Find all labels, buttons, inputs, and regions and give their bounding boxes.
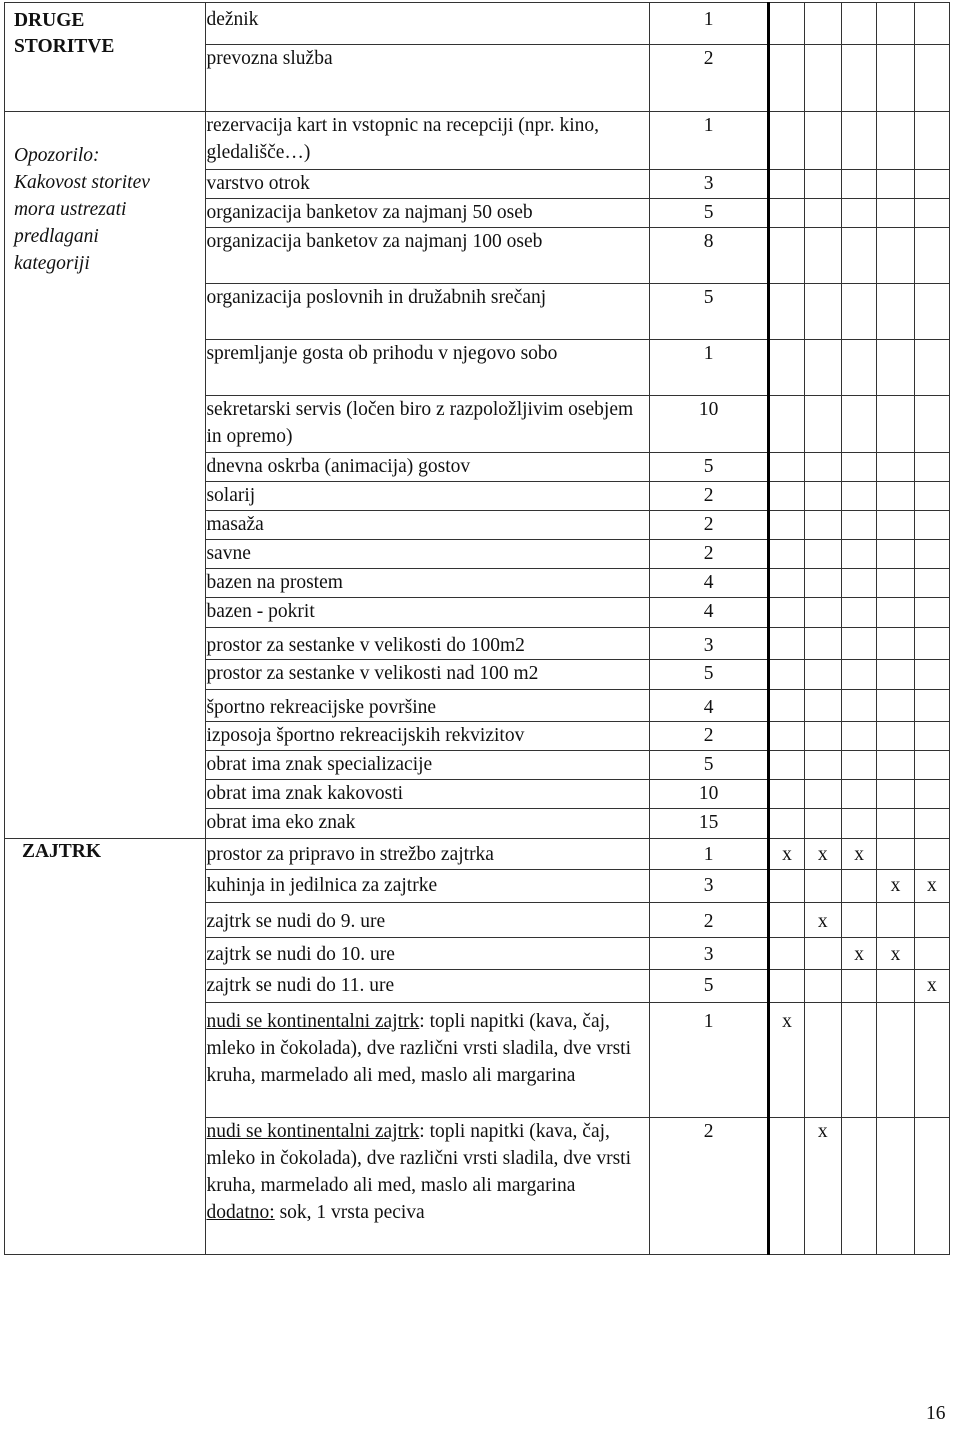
item-description: obrat ima znak kakovosti [206,780,649,809]
item-points: 8 [649,228,768,284]
category-mark [841,1118,876,1255]
item-points: 2 [649,45,768,112]
underlined-label: nudi se kontinentalni zajtrk [206,1121,420,1142]
category-mark [841,870,876,903]
item-detail: : topli napitki (kava, čaj, mleko in čokolada), dve različni vrsti sladila, dve vrsti kruha, marmelado ali med, maslo ali margarina [206,1011,631,1086]
category-mark [914,938,949,970]
category-mark [877,903,914,938]
item-points: 5 [649,751,768,780]
category-mark: x [841,839,876,870]
category-mark [769,938,804,970]
item-description: zajtrk se nudi do 10. ure [206,938,649,970]
item-points: 1 [649,3,768,45]
item-points: 5 [649,284,768,340]
item-points: 3 [649,170,768,199]
item-points: 10 [649,780,768,809]
category-mark [914,903,949,938]
item-description: zajtrk se nudi do 9. ure [206,903,649,938]
item-description: solarij [206,482,649,511]
category-mark [914,1003,949,1118]
item-description: organizacija poslovnih in družabnih srečanj [206,284,649,340]
item-points: 2 [649,1118,768,1255]
item-points: 4 [649,598,768,628]
item-points: 2 [649,722,768,751]
extra-detail: sok, 1 vrsta peciva [274,1202,425,1223]
zajtrk-title: ZAJTRK [14,839,176,1255]
category-mark [804,970,841,1003]
item-points: 1 [649,1003,768,1118]
category-mark: x [914,870,949,903]
item-description: varstvo otrok [206,170,649,199]
category-mark [804,1003,841,1118]
item-points: 5 [649,660,768,690]
criteria-table [4,2,950,1255]
item-points: 5 [649,199,768,228]
item-points: 1 [649,839,768,870]
item-description: dežnik [206,3,649,45]
warning-text: Kakovost storitev mora ustrezati predlagani kategoriji [13,172,150,274]
category-mark [841,903,876,938]
item-points: 3 [649,938,768,970]
category-mark: x [877,870,914,903]
warning-title: Opozorilo: [13,145,100,166]
item-description: organizacija banketov za najmanj 50 oseb [206,199,649,228]
category-mark [769,1118,804,1255]
table-row [5,3,950,45]
category-mark: x [914,970,949,1003]
category-mark: x [804,839,841,870]
item-description [206,1003,649,1118]
category-mark [804,870,841,903]
item-points: 1 [649,112,768,170]
item-description: izposoja športno rekreacijskih rekvizitov [206,722,649,751]
category-mark: x [804,1118,841,1255]
item-description: prostor za sestanke v velikosti do 100m2 [206,628,649,660]
item-description: organizacija banketov za najmanj 100 oseb [206,228,649,284]
item-description: bazen - pokrit [206,598,649,628]
item-points: 4 [649,690,768,722]
underlined-label: nudi se kontinentalni zajtrk [206,1011,420,1032]
item-points: 15 [649,809,768,839]
item-description: prostor za pripravo in strežbo zajtrka [206,839,649,870]
item-description: savne [206,540,649,569]
item-points: 2 [649,903,768,938]
item-points: 5 [649,970,768,1003]
item-description: rezervacija kart in vstopnic na recepciji (npr. kino, gledališče…) [206,112,649,170]
item-points: 3 [649,628,768,660]
item-description: bazen na prostem [206,569,649,598]
category-mark [877,970,914,1003]
item-points: 2 [649,482,768,511]
item-points: 2 [649,540,768,569]
warning-note [14,112,176,839]
item-description: masaža [206,511,649,540]
category-mark [877,1003,914,1118]
item-detail: : topli napitki (kava, čaj, mleko in čokolada), dve različni vrsti sladila, dve vrsti kruha, marmelado ali med, maslo ali margarina [206,1121,631,1196]
category-mark [769,903,804,938]
item-description: spremljanje gosta ob prihodu v njegovo sobo [206,340,649,396]
item-description: obrat ima eko znak [206,809,649,839]
item-description: športno rekreacijske površine [206,690,649,722]
extra-label: dodatno: [206,1202,275,1223]
category-mark [914,1118,949,1255]
category-mark [877,1118,914,1255]
category-mark [841,1003,876,1118]
category-mark [769,870,804,903]
category-mark: x [769,1003,804,1118]
item-description: sekretarski servis (ločen biro z razpoložljivim osebjem in opremo) [206,396,649,453]
table-row [5,839,950,870]
item-points: 5 [649,453,768,482]
item-description: obrat ima znak specializacije [206,751,649,780]
druge-storitve-title: DRUGE STORITVE [14,3,176,112]
category-mark [804,938,841,970]
page-number: 16 [926,1403,946,1424]
item-points: 4 [649,569,768,598]
item-description: dnevna oskrba (animacija) gostov [206,453,649,482]
item-description: zajtrk se nudi do 11. ure [206,970,649,1003]
item-points: 10 [649,396,768,453]
category-mark: x [804,903,841,938]
category-mark [841,970,876,1003]
item-points: 2 [649,511,768,540]
category-mark: x [841,938,876,970]
item-points: 1 [649,340,768,396]
item-description: prevozna služba [206,45,649,112]
category-mark: x [769,839,804,870]
item-description: prostor za sestanke v velikosti nad 100 m2 [206,660,649,690]
category-mark [769,970,804,1003]
item-description [206,1118,649,1255]
item-description: kuhinja in jedilnica za zajtrke [206,870,649,903]
item-points: 3 [649,870,768,903]
category-mark [914,839,949,870]
table-row [5,112,950,170]
category-mark [877,839,914,870]
category-mark: x [877,938,914,970]
